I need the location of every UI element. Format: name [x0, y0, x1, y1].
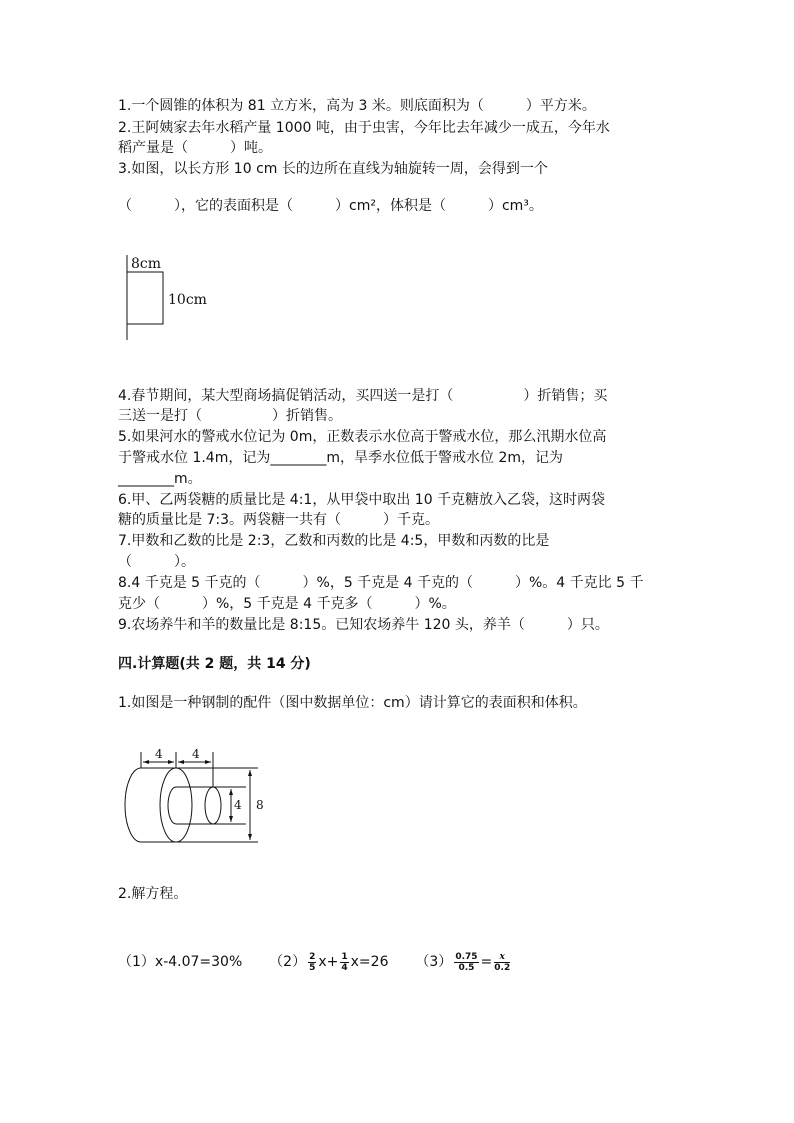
eq2-fraction-1 — [308, 952, 316, 973]
question-3-2-line2: 稻产量是（ ）吨。 — [118, 140, 272, 156]
eq2-f2-den: 4 — [341, 962, 348, 973]
question-3-3-line2: （ ），它的表面积是（ ）cm²，体积是（ ）cm³。 — [118, 198, 543, 214]
eq2-f1-num: 2 — [309, 951, 316, 962]
question-3-5-line2: 于警戒水位 1.4m，记为________m，旱季水位低于警戒水位 2m，记为 — [118, 450, 563, 466]
eq3-r-den: 0.2 — [494, 962, 511, 973]
dim-small-diameter: 4 — [234, 798, 242, 812]
eq2-fraction-2 — [340, 952, 348, 973]
question-3-5-line3: ________m。 — [118, 471, 202, 487]
rect-width-label: 8cm — [131, 256, 162, 272]
question-3-5-line1: 5.如果河水的警戒水位记为 0m，正数表示水位高于警戒水位，那么汛期水位高 — [118, 429, 607, 445]
eq3-l-num: 0.75 — [455, 951, 478, 962]
eq3-l-den: 0.5 — [458, 962, 475, 973]
equation-3 — [415, 951, 512, 973]
question-3-3-line1: 3.如图，以长方形 10 cm 长的边所在直线为轴旋转一周，会得到一个 — [118, 161, 548, 177]
question-4-2: 2.解方程。 — [118, 886, 188, 902]
question-3-4-line1: 4.春节期间，某大型商场搞促销活动，买四送一是打（ ）折销售；买 — [118, 388, 608, 404]
eq3-right-fraction — [494, 952, 510, 973]
eq2-f2-num: 1 — [341, 951, 348, 962]
eq2-suffix: x=26 — [350, 954, 389, 970]
section-4-title: 四.计算题(共 2 题，共 14 分) — [118, 656, 311, 672]
eq2-f1-den: 5 — [309, 962, 316, 973]
question-3-7-line2: （ ）。 — [118, 554, 195, 570]
question-3-9: 9.农场养牛和羊的数量比是 8:15。已知农场养牛 120 头，养羊（ ）只。 — [118, 617, 609, 633]
question-3-8-line1: 8.4 千克是 5 千克的（ ）%，5 千克是 4 千克的（ ）%。4 千克比 5 千 — [118, 575, 644, 591]
dim-big-diameter: 8 — [256, 798, 264, 812]
question-3-7-line1: 7.甲数和乙数的比是 2:3，乙数和丙数的比是 4:5，甲数和丙数的比是 — [118, 533, 550, 549]
dim-right-length: 4 — [192, 747, 200, 761]
eq3-left-fraction — [454, 952, 478, 973]
question-3-6-line2: 糖的质量比是 7:3。两袋糖一共有（ ）千克。 — [118, 512, 439, 528]
eq3-equals: = — [480, 954, 493, 970]
eq3-r-num: x — [499, 951, 505, 962]
question-4-1: 1.如图是一种钢制的配件（图中数据单位：cm）请计算它的表面积和体积。 — [118, 695, 587, 711]
question-3-2-line1: 2.王阿姨家去年水稻产量 1000 吨，由于虫害，今年比去年减少一成五，今年水 — [118, 120, 610, 136]
eq2-prefix: （2） — [269, 954, 307, 970]
question-3-6-line1: 6.甲、乙两袋糖的质量比是 4:1，从甲袋中取出 10 千克糖放入乙袋，这时两袋 — [118, 492, 606, 508]
eq3-prefix: （3） — [415, 954, 453, 970]
equation-2 — [269, 951, 389, 973]
dim-left-length: 4 — [155, 747, 163, 761]
question-3-4-line2: 三送一是打（ ）折销售。 — [118, 408, 342, 424]
question-3-1: 1.一个圆锥的体积为 81 立方米，高为 3 米。则底面积为（ ）平方米。 — [118, 98, 596, 114]
rect-height-label: 10cm — [168, 292, 207, 308]
question-3-8-line2: 克少（ ）%，5 千克是 4 千克多（ ）%。 — [118, 596, 456, 612]
eq2-mid: x+ — [318, 954, 339, 970]
equations-row — [118, 950, 512, 974]
equation-1: （1）x-4.07=30% — [118, 954, 243, 970]
